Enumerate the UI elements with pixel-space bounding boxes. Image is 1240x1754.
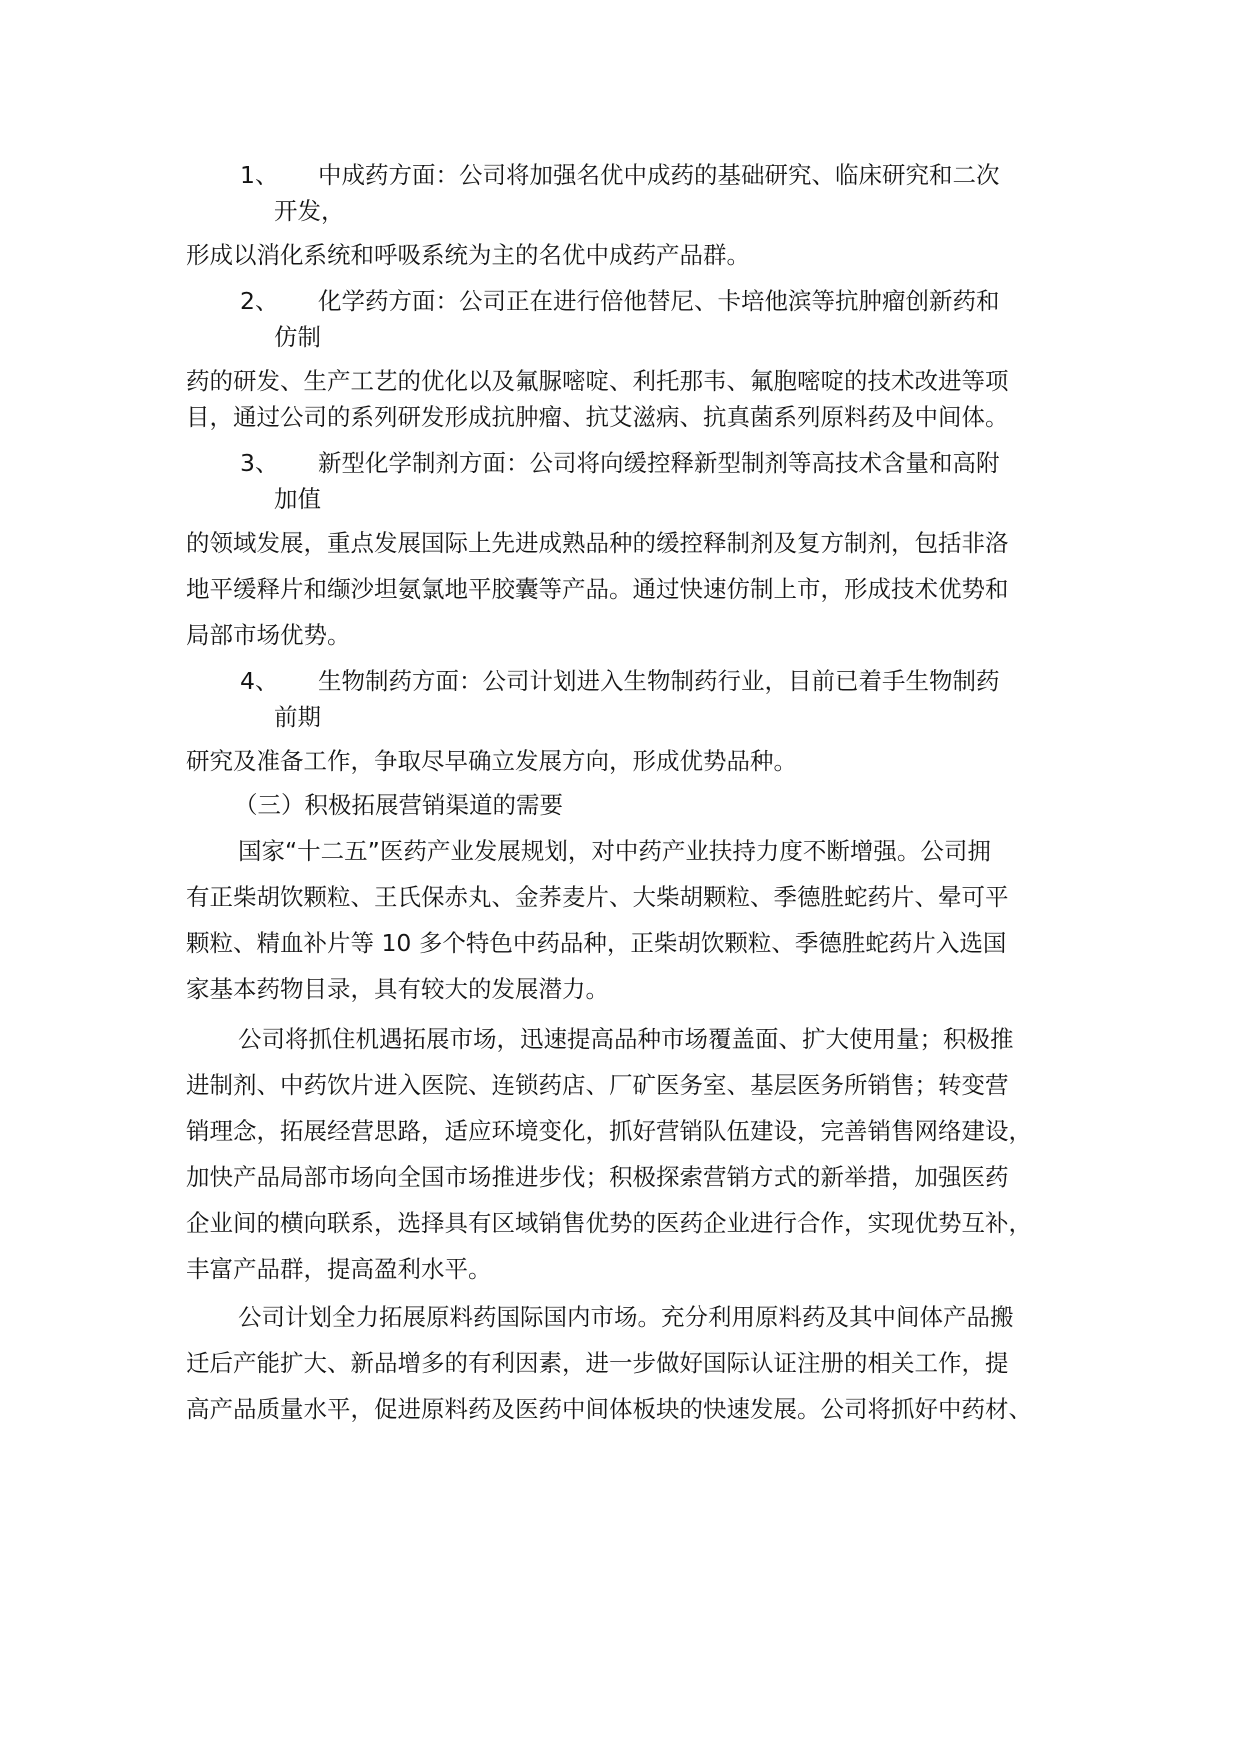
text-line: 迁后产能扩大、新品增多的有利因素，进一步做好国际认证注册的相关工作，提 (186, 1349, 1009, 1377)
item-title-continuation: 开发， (274, 197, 345, 225)
text-line: 国家“十二五”医药产业发展规划，对中药产业扶持力度不断增强。公司拥 (238, 837, 991, 865)
item-title-line: 生物制药方面：公司计划进入生物制药行业，目前已着手生物制药 (318, 667, 1000, 695)
item-number: 4、 (240, 667, 279, 695)
item-title-line: 新型化学制剂方面：公司将向缓控释新型制剂等高技术含量和高附 (318, 449, 1000, 477)
text-line: 家基本药物目录，具有较大的发展潜力。 (186, 975, 609, 1003)
item-title-line: 中成药方面：公司将加强名优中成药的基础研究、临床研究和二次 (318, 161, 1000, 189)
section-heading: （三）积极拓展营销渠道的需要 (234, 791, 563, 819)
text-line: 地平缓释片和缬沙坦氨氯地平胶囊等产品。通过快速仿制上市，形成技术优势和 (186, 575, 1009, 603)
text-line: 销理念，拓展经营思路，适应环境变化，抓好营销队伍建设，完善销售网络建设， (186, 1117, 1032, 1145)
text-line: 进制剂、中药饮片进入医院、连锁药店、厂矿医务室、基层医务所销售；转变营 (186, 1071, 1009, 1099)
text-line: 局部市场优势。 (186, 621, 351, 649)
text-line: 公司将抓住机遇拓展市场，迅速提高品种市场覆盖面、扩大使用量；积极推 (238, 1025, 1014, 1053)
text-line: 形成以消化系统和呼吸系统为主的名优中成药产品群。 (186, 241, 750, 269)
item-number: 3、 (240, 449, 279, 477)
item-title-continuation: 加值 (274, 485, 321, 513)
item-title-continuation: 仿制 (274, 323, 321, 351)
text-line: 研究及准备工作，争取尽早确立发展方向，形成优势品种。 (186, 747, 797, 775)
text-line: 高产品质量水平，促进原料药及医药中间体板块的快速发展。公司将抓好中药材、 (186, 1395, 1032, 1423)
text-line: 颗粒、精血补片等 10 多个特色中药品种，正柴胡饮颗粒、季德胜蛇药片入选国 (186, 929, 1007, 957)
text-line: 丰富产品群，提高盈利水平。 (186, 1255, 492, 1283)
text-line: 目，通过公司的系列研发形成抗肿瘤、抗艾滋病、抗真菌系列原料药及中间体。 (186, 403, 1009, 431)
text-line: 公司计划全力拓展原料药国际国内市场。充分利用原料药及其中间体产品搬 (238, 1303, 1014, 1331)
item-number: 2、 (240, 287, 279, 315)
item-number: 1、 (240, 161, 279, 189)
text-line: 的领域发展，重点发展国际上先进成熟品种的缓控释制剂及复方制剂，包括非洛 (186, 529, 1009, 557)
text-line: 加快产品局部市场向全国市场推进步伐；积极探索营销方式的新举措，加强医药 (186, 1163, 1009, 1191)
text-line: 药的研发、生产工艺的优化以及氟脲嘧啶、利托那韦、氟胞嘧啶的技术改进等项 (186, 367, 1009, 395)
text-line: 有正柴胡饮颗粒、王氏保赤丸、金荞麦片、大柴胡颗粒、季德胜蛇药片、晕可平 (186, 883, 1009, 911)
text-line: 企业间的横向联系，选择具有区域销售优势的医药企业进行合作，实现优势互补， (186, 1209, 1032, 1237)
item-title-line: 化学药方面：公司正在进行倍他替尼、卡培他滨等抗肿瘤创新药和 (318, 287, 1000, 315)
item-title-continuation: 前期 (274, 703, 321, 731)
